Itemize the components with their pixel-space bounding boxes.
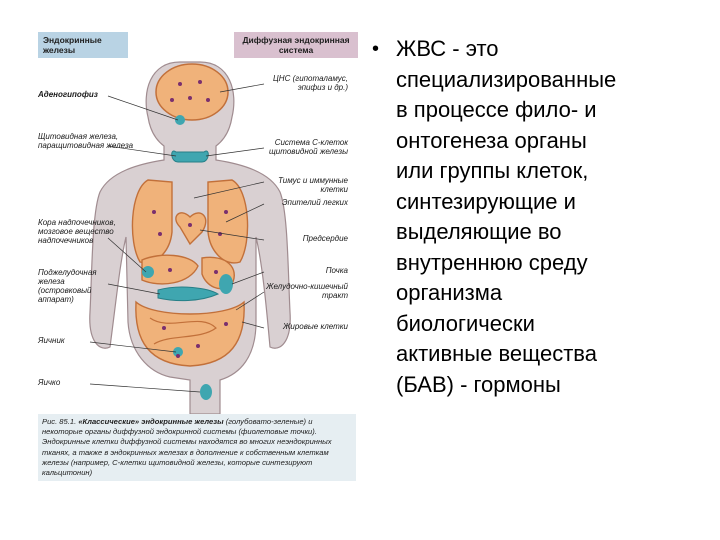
figure-caption bbox=[38, 414, 356, 481]
label-thymus: Тимус и иммунные клетки bbox=[278, 176, 348, 194]
pituitary-gland bbox=[175, 115, 185, 125]
text-line: (БАВ) - гормоны bbox=[396, 371, 561, 397]
header-diffuse-system: Диффузная эндокринная система bbox=[234, 32, 358, 58]
thyroid-gland bbox=[172, 151, 209, 162]
label-gi-tract: Желудочно-кишечный тракт bbox=[266, 282, 348, 300]
text-line: ЖВС - это bbox=[396, 36, 499, 61]
kidney bbox=[219, 274, 233, 294]
label-thyroid: Щитовидная железа, паращитовидная железа bbox=[38, 132, 134, 150]
adrenal-gland bbox=[142, 266, 154, 278]
text-line: синтезирующие и bbox=[396, 188, 576, 214]
text-line: биологически bbox=[396, 310, 535, 336]
left-lung bbox=[132, 180, 172, 263]
header-endocrine-glands: Эндокринные железы bbox=[38, 32, 128, 58]
label-lung-epithelium: Эпителий легких bbox=[281, 198, 348, 207]
label-pancreas: Поджелудочная железа (островковый аппарат) bbox=[38, 268, 97, 304]
caption-title: «Классические» эндокринные железы bbox=[78, 417, 224, 426]
text-line: онтогенеза органы bbox=[396, 127, 587, 153]
label-adenohypophysis: Аденогипофиз bbox=[38, 90, 98, 99]
bullet-marker: • bbox=[372, 38, 380, 60]
testis bbox=[200, 384, 212, 400]
caption-figure-number: Рис. 85.1. bbox=[42, 417, 77, 426]
label-cns: ЦНС (гипоталамус, эпифиз и др.) bbox=[272, 74, 348, 92]
text-line: внутреннюю среду bbox=[396, 249, 588, 275]
definition-paragraph bbox=[396, 34, 708, 400]
label-ovary: Яичник bbox=[38, 336, 65, 345]
text-line: в процессе фило- и bbox=[396, 97, 597, 122]
text-line: выделяющие во bbox=[396, 219, 562, 244]
text-line: активные вещества bbox=[396, 341, 597, 366]
text-line: специализированные bbox=[396, 66, 617, 92]
label-c-cells: Система С-клеток щитовидной железы bbox=[268, 138, 348, 156]
brain bbox=[156, 64, 228, 120]
label-adrenal: Кора надпочечников, мозговое вещество надпочечников bbox=[38, 218, 116, 245]
label-testis: Яичко bbox=[38, 378, 61, 387]
label-fat-cells: Жировые клетки bbox=[283, 322, 348, 331]
text-line: организма bbox=[396, 280, 503, 305]
label-atrium: Предсердие bbox=[302, 234, 348, 243]
label-kidney: Почка bbox=[325, 266, 348, 275]
text-line: или группы клеток, bbox=[396, 158, 589, 183]
endocrine-figure bbox=[30, 22, 352, 514]
caption-body: (голубовато-зеленые) и некоторые органы диффузной эндокринной системы (фиолетовые точки). Эндокринные клетки диффузной системы находятся во многих неэндокринных тканях, а также в эндокринных железах в дополнение к собственным клеткам железы (например, С-клетки щитовидной железы, которые синтезируют кальцитонин) bbox=[42, 417, 332, 478]
